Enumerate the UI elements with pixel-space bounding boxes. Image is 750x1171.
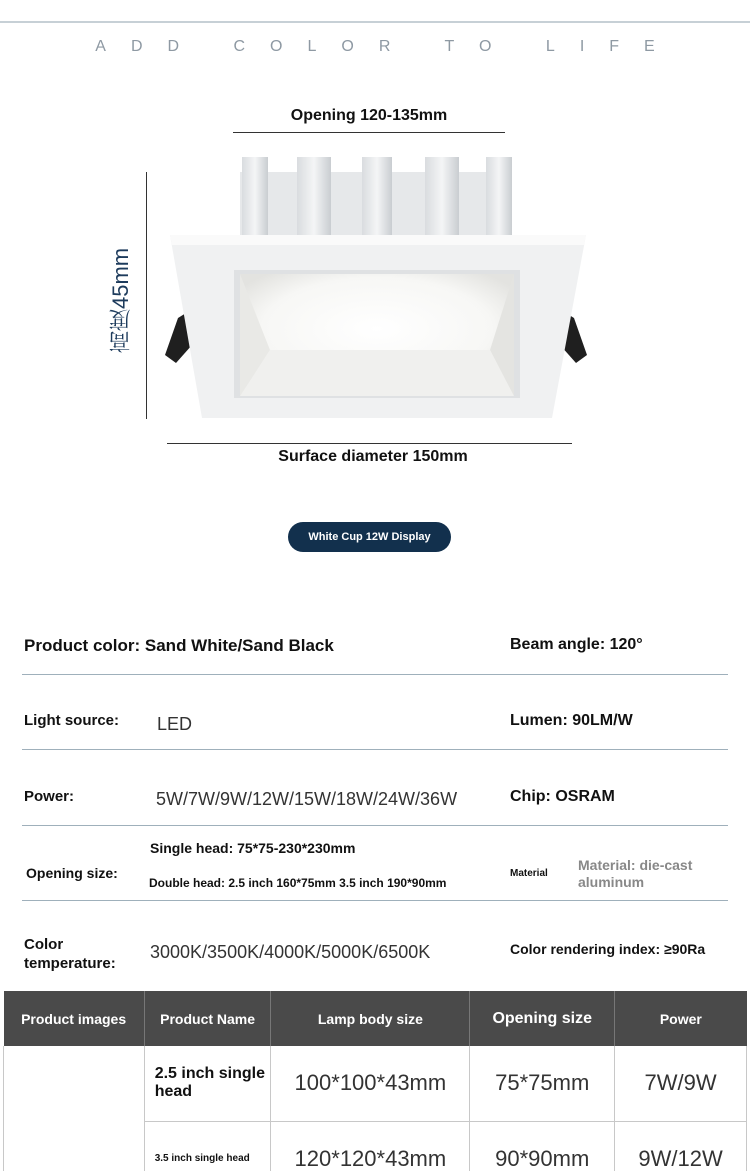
power-value: 5W/7W/9W/12W/15W/18W/24W/36W xyxy=(156,789,458,809)
product-name: 2.5 inch single head xyxy=(144,1046,271,1121)
spec-divider xyxy=(22,825,728,826)
power: 7W/9W xyxy=(615,1046,747,1121)
header-product-name: Product Name xyxy=(144,991,271,1046)
color-rendering-index: Color rendering index: ≥90Ra xyxy=(510,941,706,957)
height-dimension-label: 高度45mm xyxy=(108,247,133,353)
product-table xyxy=(3,991,747,1171)
color-temperature-value: 3000K/3500K/4000K/5000K/6500K xyxy=(150,942,431,962)
product-color: Product color: Sand White/Sand Black xyxy=(24,636,334,655)
lamp-body-size: 100*100*43mm xyxy=(271,1046,470,1121)
surface-dimension-line xyxy=(167,443,572,444)
display-badge: White Cup 12W Display xyxy=(288,522,451,552)
downlight-product-image xyxy=(160,150,592,425)
material-label: Material xyxy=(510,868,548,879)
table-row xyxy=(4,1046,747,1121)
light-source-value: LED xyxy=(157,714,193,734)
power: 9W/12W xyxy=(615,1121,747,1171)
top-divider xyxy=(0,21,750,23)
opening-size: 75*75mm xyxy=(470,1046,615,1121)
power-label: Power: xyxy=(24,788,75,805)
opening-dimension-line xyxy=(233,132,505,133)
opening-single: Single head: 75*75-230*230mm xyxy=(150,840,356,856)
surface-dimension-label: Surface diameter 150mm xyxy=(278,448,468,465)
beam-angle: Beam angle: 120° xyxy=(510,636,643,653)
opening-size: 90*90mm xyxy=(470,1121,615,1171)
spec-divider xyxy=(22,900,728,901)
light-source-label: Light source: xyxy=(24,712,120,729)
header-lamp-body-size: Lamp body size xyxy=(271,991,470,1046)
lamp-body-size: 120*120*43mm xyxy=(271,1121,470,1171)
material-value: Material: die-cast aluminum xyxy=(578,857,693,890)
tagline: ADD COLOR TO LIFE xyxy=(95,38,680,55)
opening-dimension-label: Opening 120-135mm xyxy=(290,107,448,124)
spec-divider xyxy=(22,749,728,750)
header-power: Power xyxy=(615,991,747,1046)
header-opening-size: Opening size xyxy=(470,991,615,1046)
product-name: 3.5 inch single head xyxy=(144,1121,271,1171)
opening-size-label: Opening size: xyxy=(26,865,118,881)
product-image-cell xyxy=(4,1046,145,1171)
height-dimension-line xyxy=(146,172,147,419)
color-temperature-label: Color temperature: xyxy=(24,936,116,972)
spec-divider xyxy=(22,674,728,675)
lumen: Lumen: 90LM/W xyxy=(510,712,633,729)
header-product-images: Product images xyxy=(4,991,145,1046)
opening-double: Double head: 2.5 inch 160*75mm 3.5 inch 190*90mm xyxy=(149,876,447,890)
chip: Chip: OSRAM xyxy=(510,788,615,805)
table-header-row xyxy=(4,991,747,1046)
